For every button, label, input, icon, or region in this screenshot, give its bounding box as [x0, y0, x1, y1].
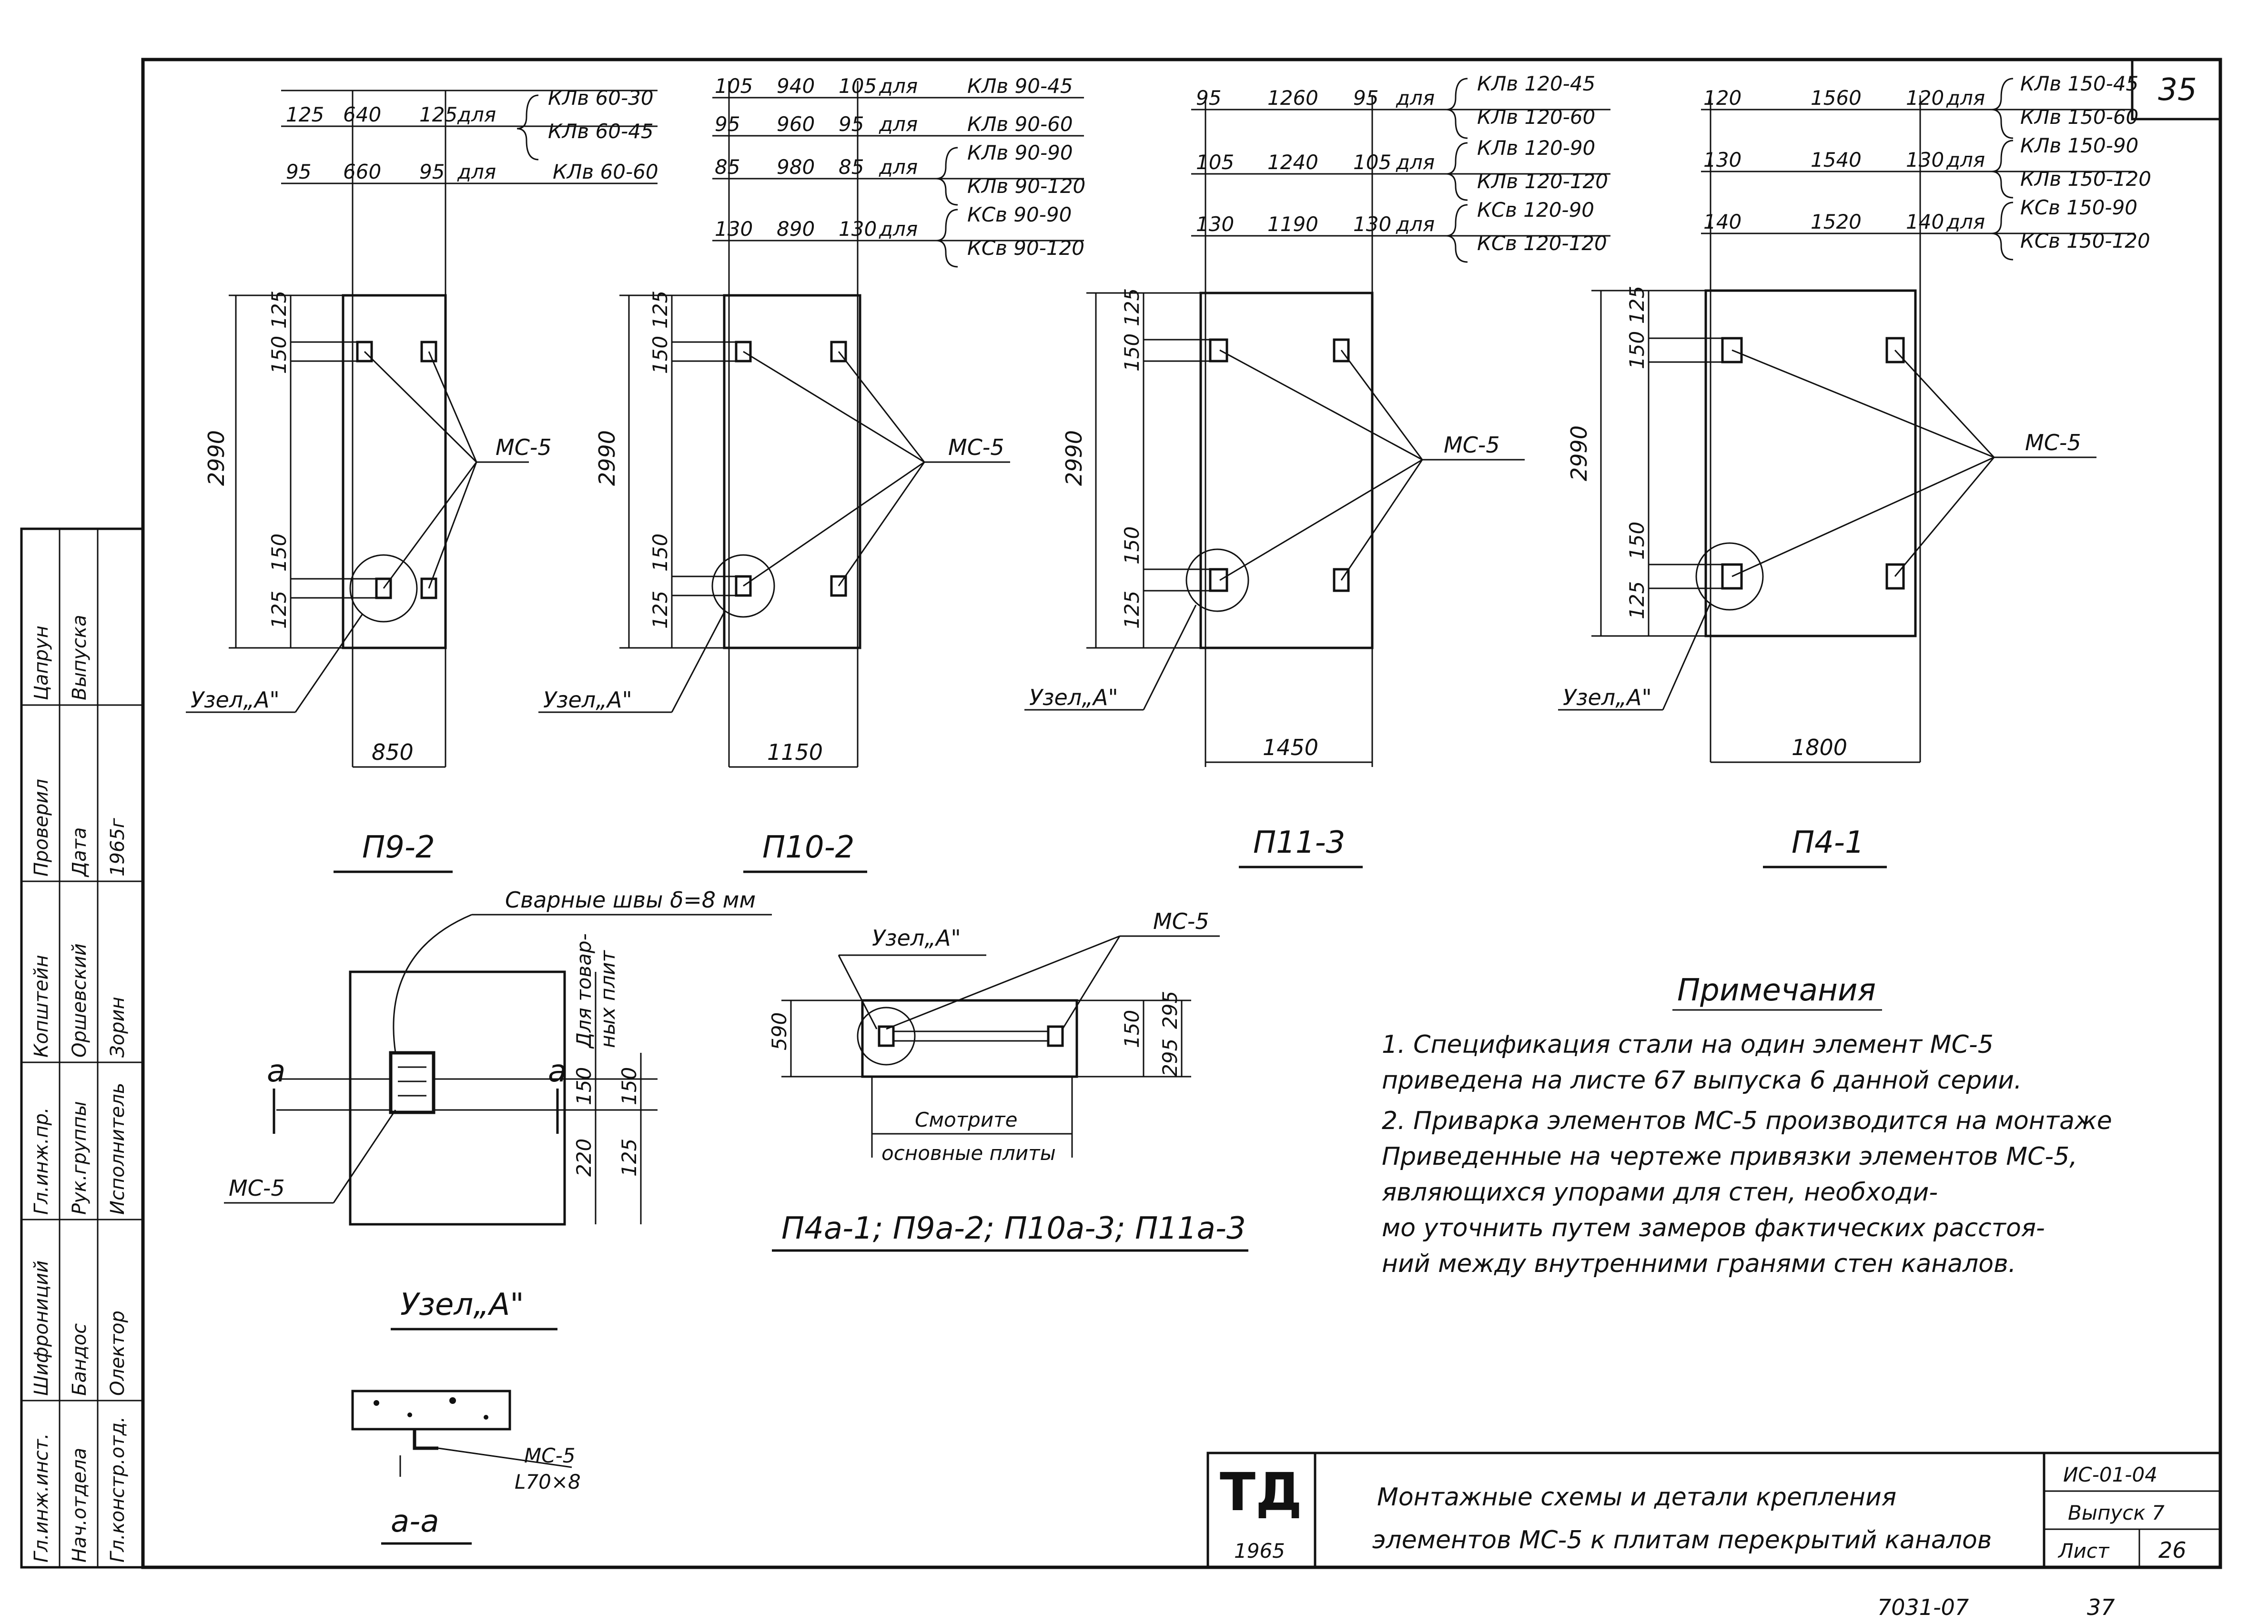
node-a-detail [224, 887, 772, 1329]
node-label: Узел„А" [1029, 685, 1118, 710]
title-line-1: Монтажные схемы и детали крепления [1377, 1483, 1897, 1512]
spec-item: КЛв 60-45 [548, 120, 654, 143]
plate-width: 1150 [767, 739, 823, 765]
small-element-label: МС-5 [1153, 908, 1209, 934]
spec-left: 130 [1703, 148, 1742, 171]
mc5-element [391, 1053, 434, 1112]
spec-item: КЛв 90-120 [967, 174, 1086, 198]
section-aa [353, 1391, 581, 1543]
notes-heading: Примечания [1677, 973, 1876, 1008]
stamp-name-2: Олектор [107, 1311, 129, 1396]
spec-for: для [1396, 86, 1435, 110]
spec-item: КЛв 60-60 [553, 160, 658, 183]
element-label: МС-5 [496, 434, 552, 460]
node-dim: 220 [572, 1138, 596, 1177]
spec-left: 95 [715, 112, 740, 136]
spacing: 150 [648, 533, 672, 572]
stamp-name-0: Шифрониций [30, 1260, 52, 1396]
spec-item: КЛв 120-60 [1477, 105, 1596, 129]
node-dim: 150 [572, 1067, 596, 1105]
doc-code: ИС-01-04 [2063, 1463, 2157, 1486]
spec-mid: 1560 [1811, 86, 1862, 110]
plate-length: 2990 [1566, 425, 1592, 481]
stamp-name-4: Оршевский [69, 943, 91, 1058]
node-note-1: Для товар- [572, 933, 596, 1048]
spec-for: для [1946, 148, 1985, 171]
spec-for: для [879, 74, 918, 98]
corner-number: 35 [2158, 72, 2197, 108]
plate-length: 2990 [1061, 430, 1087, 486]
spec-mid: 960 [777, 112, 815, 136]
stamp-date-label: Дата [69, 827, 91, 877]
plate-name: П11-3 [1253, 825, 1346, 860]
doc-issue: Выпуск 7 [2068, 1501, 2165, 1524]
stamp-role-4: Рук.группы [69, 1101, 91, 1215]
stamp-role-3: Гл.инж.пр. [30, 1107, 52, 1215]
spec-right: 125 [419, 103, 458, 126]
edge-top: 125 [267, 290, 291, 329]
spec-left: 130 [1196, 212, 1235, 236]
spec-for: для [457, 160, 496, 183]
node-dim: 150 [618, 1067, 641, 1105]
sheet-label: Лист [2058, 1539, 2109, 1563]
stamp-name-3: Копштейн [30, 955, 52, 1058]
spec-left: 105 [1196, 151, 1235, 174]
edge-top: 125 [1120, 288, 1144, 326]
spec-item: КСв 150-90 [2020, 196, 2138, 219]
edge-top: 125 [1625, 285, 1649, 324]
spec-item: КЛв 120-45 [1477, 72, 1596, 95]
spacing: 150 [267, 533, 291, 572]
small-plate-title: П4а-1; П9а-2; П10а-3; П11а-3 [781, 1211, 1246, 1246]
spec-item: КЛв 90-60 [967, 112, 1073, 136]
spec-item: КЛв 120-90 [1477, 136, 1596, 160]
stamp-year: 1965 [1234, 1539, 1285, 1563]
spec-item: КСв 120-90 [1477, 198, 1595, 222]
spec-right: 95 [1353, 86, 1379, 110]
spec-item: КЛв 90-90 [967, 141, 1073, 164]
spec-mid: 660 [343, 160, 382, 183]
spec-mid: 980 [777, 155, 815, 179]
spec-right: 130 [1906, 148, 1944, 171]
spacing: 150 [1120, 333, 1144, 372]
spec-for: для [1946, 86, 1985, 110]
section-mark-right: а [548, 1054, 567, 1089]
note-line: мо уточнить путем замеров фактических расстоя- [1382, 1214, 2045, 1242]
plate-p10-2 [538, 74, 1085, 872]
node-detail-title: Узел„А" [400, 1287, 524, 1322]
spacing: 150 [267, 335, 291, 374]
node-label: Узел„А" [191, 687, 280, 713]
plate-name: П9-2 [362, 830, 435, 865]
spec-item: КЛв 90-45 [967, 74, 1073, 98]
edge-bottom: 125 [1120, 590, 1144, 629]
spec-right: 130 [1353, 212, 1392, 236]
spec-item: КЛв 120-120 [1477, 170, 1608, 193]
small-see-1: Смотрите [915, 1108, 1018, 1131]
element-label: МС-5 [2025, 430, 2081, 455]
spec-item: КЛв 60-30 [548, 86, 654, 110]
spec-right: 95 [419, 160, 445, 183]
spec-right: 120 [1906, 86, 1944, 110]
spec-item: КЛв 150-90 [2020, 134, 2139, 157]
node-label: Узел„А" [1563, 685, 1652, 710]
spec-mid: 1240 [1267, 151, 1318, 174]
edge-top: 125 [648, 290, 672, 329]
spec-right: 130 [839, 217, 877, 241]
stamp-role-0: Гл.инж.инст. [30, 1433, 52, 1563]
section-mark-left: а [267, 1054, 286, 1089]
spec-right: 85 [839, 155, 864, 179]
spec-item: КСв 90-90 [967, 203, 1072, 226]
sheet-number: 26 [2158, 1537, 2187, 1563]
spec-right: 95 [839, 112, 864, 136]
spec-for: для [879, 112, 918, 136]
stamp-name-6: Цапрун [30, 625, 52, 700]
node-label: Узел„А" [543, 687, 632, 713]
note-line: Приведенные на чертеже привязки элементов МС-5, [1382, 1142, 2077, 1171]
section-element: МС-5 [524, 1444, 576, 1467]
small-node-label: Узел„А" [872, 925, 961, 951]
section-slab [353, 1391, 510, 1429]
spacing: 150 [1120, 526, 1144, 565]
element-label: МС-5 [948, 434, 1004, 460]
spec-left: 95 [286, 160, 312, 183]
stamp-role-2: Гл.констр.отд. [107, 1416, 129, 1563]
note-line: ний между внутренними гранями стен каналов. [1382, 1250, 2016, 1278]
note-line: приведена на листе 67 выпуска 6 данной серии. [1382, 1066, 2022, 1095]
section-title: а-а [391, 1504, 439, 1539]
weld-note: Сварные швы δ=8 мм [505, 887, 756, 913]
title-line-2: элементов МС-5 к плитам перекрытий каналов [1372, 1526, 1992, 1554]
spec-right: 105 [1353, 151, 1392, 174]
small-width: 590 [768, 1012, 791, 1050]
small-plate-group [768, 908, 1248, 1251]
spec-mid: 640 [343, 103, 382, 126]
plate-p9-2 [186, 86, 658, 872]
spec-mid: 1520 [1811, 210, 1862, 233]
spec-item: КЛв 150-60 [2020, 105, 2139, 129]
element-label: МС-5 [1444, 432, 1500, 458]
section-angle: L70×8 [515, 1470, 581, 1493]
spec-left: 85 [715, 155, 740, 179]
spec-item: КСв 120-120 [1477, 232, 1607, 255]
spec-right: 140 [1906, 210, 1944, 233]
plate-name: П4-1 [1792, 825, 1864, 860]
spec-left: 105 [715, 74, 753, 98]
plate-name: П10-2 [762, 830, 855, 865]
stamp-date-value: Выпуска [69, 615, 91, 700]
stamp-name-5: Зорин [107, 997, 129, 1058]
plate-outline [1706, 291, 1915, 636]
note-line: 1. Спецификация стали на один элемент МС-5 [1382, 1030, 1994, 1059]
side-stamp [21, 529, 143, 1567]
plate-length: 2990 [203, 430, 229, 486]
spacing: 150 [648, 335, 672, 374]
small-dim: 295 [1158, 990, 1182, 1029]
plate-p11-3 [1024, 72, 1610, 867]
stamp-role-6: Проверил [30, 778, 52, 877]
bottom-code: 7031-07 [1877, 1594, 1969, 1620]
small-dim: 150 [1120, 1009, 1144, 1048]
spacing: 150 [1625, 521, 1649, 560]
node-plate-outline [350, 972, 565, 1224]
spec-for: для [457, 103, 496, 126]
spec-mid: 890 [777, 217, 815, 241]
notes [1382, 973, 2112, 1278]
plate-p4-1 [1558, 72, 2151, 867]
stamp-year: 1965г [107, 818, 129, 877]
note-line: являющихся упорами для стен, необходи- [1382, 1178, 1938, 1207]
plate-width: 1800 [1792, 735, 1848, 760]
spec-mid: 940 [777, 74, 815, 98]
plate-width: 1450 [1263, 735, 1319, 760]
spec-item: КЛв 150-120 [2020, 167, 2151, 191]
node-dim: 125 [618, 1138, 641, 1177]
stamp-role-5: Исполнитель [107, 1082, 129, 1215]
spec-for: для [1946, 210, 1985, 233]
node-element-label: МС-5 [229, 1175, 285, 1201]
edge-bottom: 125 [1625, 581, 1649, 619]
plate-length: 2990 [594, 430, 620, 486]
small-dim: 295 [1158, 1038, 1182, 1077]
node-note-2: ных плит [596, 950, 619, 1048]
stamp-logo: ТД [1220, 1462, 1303, 1523]
spec-left: 130 [715, 217, 753, 241]
stamp-name-1: Бандос [69, 1323, 91, 1396]
spec-mid: 1260 [1267, 86, 1318, 110]
plate-width: 850 [372, 739, 414, 765]
edge-bottom: 125 [648, 590, 672, 629]
bottom-page: 37 [2087, 1594, 2115, 1620]
spec-right: 105 [839, 74, 877, 98]
small-see-2: основные плиты [881, 1141, 1056, 1165]
spec-mid: 1540 [1811, 148, 1862, 171]
note-line: 2. Приварка элементов МС-5 производится на монтаже [1382, 1107, 2112, 1135]
spec-for: для [879, 217, 918, 241]
spec-left: 140 [1703, 210, 1742, 233]
title-block [1208, 1453, 2220, 1567]
spec-item: КСв 90-120 [967, 236, 1085, 260]
spec-item: КСв 150-120 [2020, 229, 2150, 252]
spec-for: для [879, 155, 918, 179]
spec-left: 125 [286, 103, 324, 126]
spec-item: КЛв 150-45 [2020, 72, 2139, 95]
spec-for: для [1396, 151, 1435, 174]
spec-left: 120 [1703, 86, 1742, 110]
spacing: 150 [1625, 331, 1649, 369]
edge-bottom: 125 [267, 590, 291, 629]
stamp-role-1: Нач.отдела [69, 1447, 91, 1563]
sheet-border [143, 60, 2220, 1567]
spec-mid: 1190 [1267, 212, 1318, 236]
spec-for: для [1396, 212, 1435, 236]
spec-left: 95 [1196, 86, 1222, 110]
